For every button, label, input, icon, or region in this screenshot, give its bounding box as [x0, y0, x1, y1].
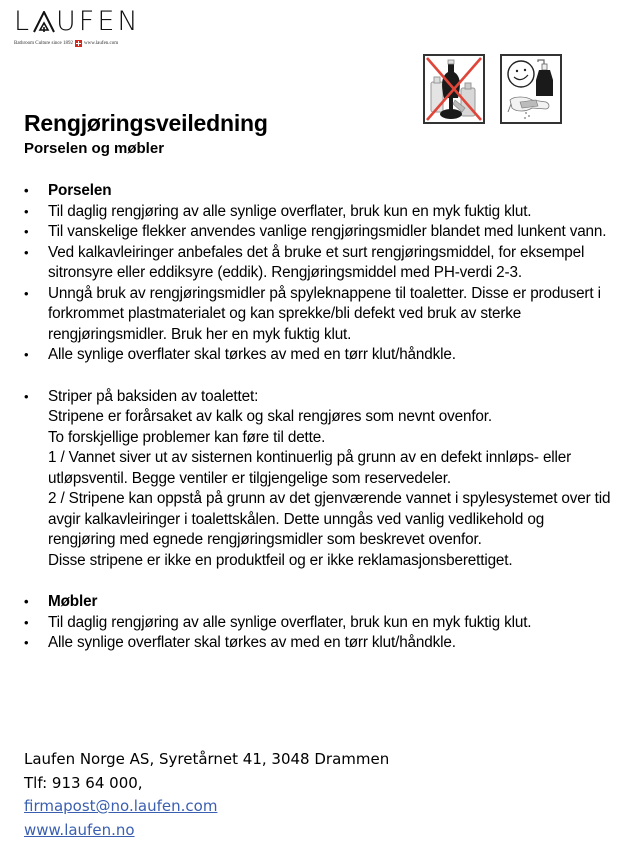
- mobler-list: [24, 592, 614, 654]
- logo-a-tree-icon: [33, 11, 55, 33]
- striper-list: [24, 387, 614, 572]
- logo-wordmark: [14, 8, 144, 36]
- striper-heading: • Striper på baksiden av toalettet:: [48, 387, 259, 405]
- logo-website: www.laufen.com: [84, 41, 119, 46]
- mobler-heading: • Møbler: [24, 592, 614, 613]
- company-address: Laufen Norge AS, Syretårnet 41, 3048 Drammen: [24, 750, 390, 768]
- striper-line: Stripene er forårsaket av kalk og skal rengjøres som nevnt ovenfor.: [48, 408, 492, 425]
- contact-footer: [24, 748, 389, 842]
- logo-letter-l: L: [14, 6, 33, 37]
- cleaning-instructions: [24, 181, 614, 654]
- page-title: Rengjøringsveiledning: [24, 110, 268, 136]
- mobler-item: • Til daglig rengjøring av alle synlige overflater, bruk kun en myk fuktig klut.: [24, 613, 614, 634]
- striper-line: 2 / Stripene kan oppstå på grunn av det gjenværende vannet i spylesystemet over tid avgir kalkavleiringer i toalettskålen. Dette unngås ved vanlig vedlikehold og rengjøring med egnede rengjøringsmidler som beskrevet ovenfor.: [48, 490, 611, 548]
- email-link[interactable]: firmapost@no.laufen.com: [24, 797, 218, 815]
- porselen-item: • Til daglig rengjøring av alle synlige overflater, bruk kun en myk fuktig klut.: [24, 202, 614, 223]
- mobler-item: • Alle synlige overflater skal tørkes av med en tørr klut/håndkle.: [24, 633, 614, 654]
- company-phone: Tlf: 913 64 000,: [24, 773, 143, 792]
- smiley-soap-icon: [502, 56, 560, 122]
- porselen-list: [24, 181, 614, 366]
- logo-tagline: Bathroom Culture since 1892: [14, 41, 74, 46]
- logo-letters: UFEN: [56, 6, 141, 37]
- porselen-item: • Unngå bruk av rengjøringsmidler på spyleknappene til toaletter. Disse er produsert i forkrommet plastmaterialet og kan sprekke/bli defekt ved bruk av sterke rengjøringsmidler. Bruk her en myk fuktig klut.: [24, 284, 614, 346]
- laufen-logo: [14, 8, 144, 47]
- spacer: [24, 366, 614, 387]
- spacer: [24, 571, 614, 592]
- porselen-item: • Ved kalkavleiringer anbefales det å bruke et surt rengjøringsmiddel, for eksempel sitronsyre eller eddiksyre (eddik). Rengjøringsmiddel med PH-verdi 2-3.: [24, 243, 614, 284]
- no-harsh-chemicals-pictogram: [423, 54, 485, 124]
- swiss-flag-icon: [75, 40, 82, 47]
- logo-tagline-row: [14, 40, 144, 47]
- striper-line: To forskjellige problemer kan føre til dette.: [48, 428, 326, 446]
- porselen-item: • Til vanskelige flekker anvendes vanlige rengjøringsmidler blandet med lunkent vann.: [24, 222, 614, 243]
- striper-line: 1 / Vannet siver ut av sisternen kontinuerlig på grunn av en defekt innløps- eller utløpsventil. Begge ventiler er tilgjengelige som reservedeler.: [48, 449, 572, 487]
- website-link[interactable]: www.laufen.no: [24, 820, 135, 839]
- porselen-heading: • Porselen: [24, 181, 614, 202]
- crossed-bottles-icon: [425, 56, 483, 122]
- page-subtitle: Porselen og møbler: [24, 140, 165, 157]
- striper-line: Disse stripene er ikke en produktfeil og er ikke reklamasjonsberettiget.: [48, 551, 513, 569]
- striper-item: [24, 387, 614, 572]
- porselen-item: • Alle synlige overflater skal tørkes av med en tørr klut/håndkle.: [24, 345, 614, 366]
- mild-soap-pictogram: [500, 54, 562, 124]
